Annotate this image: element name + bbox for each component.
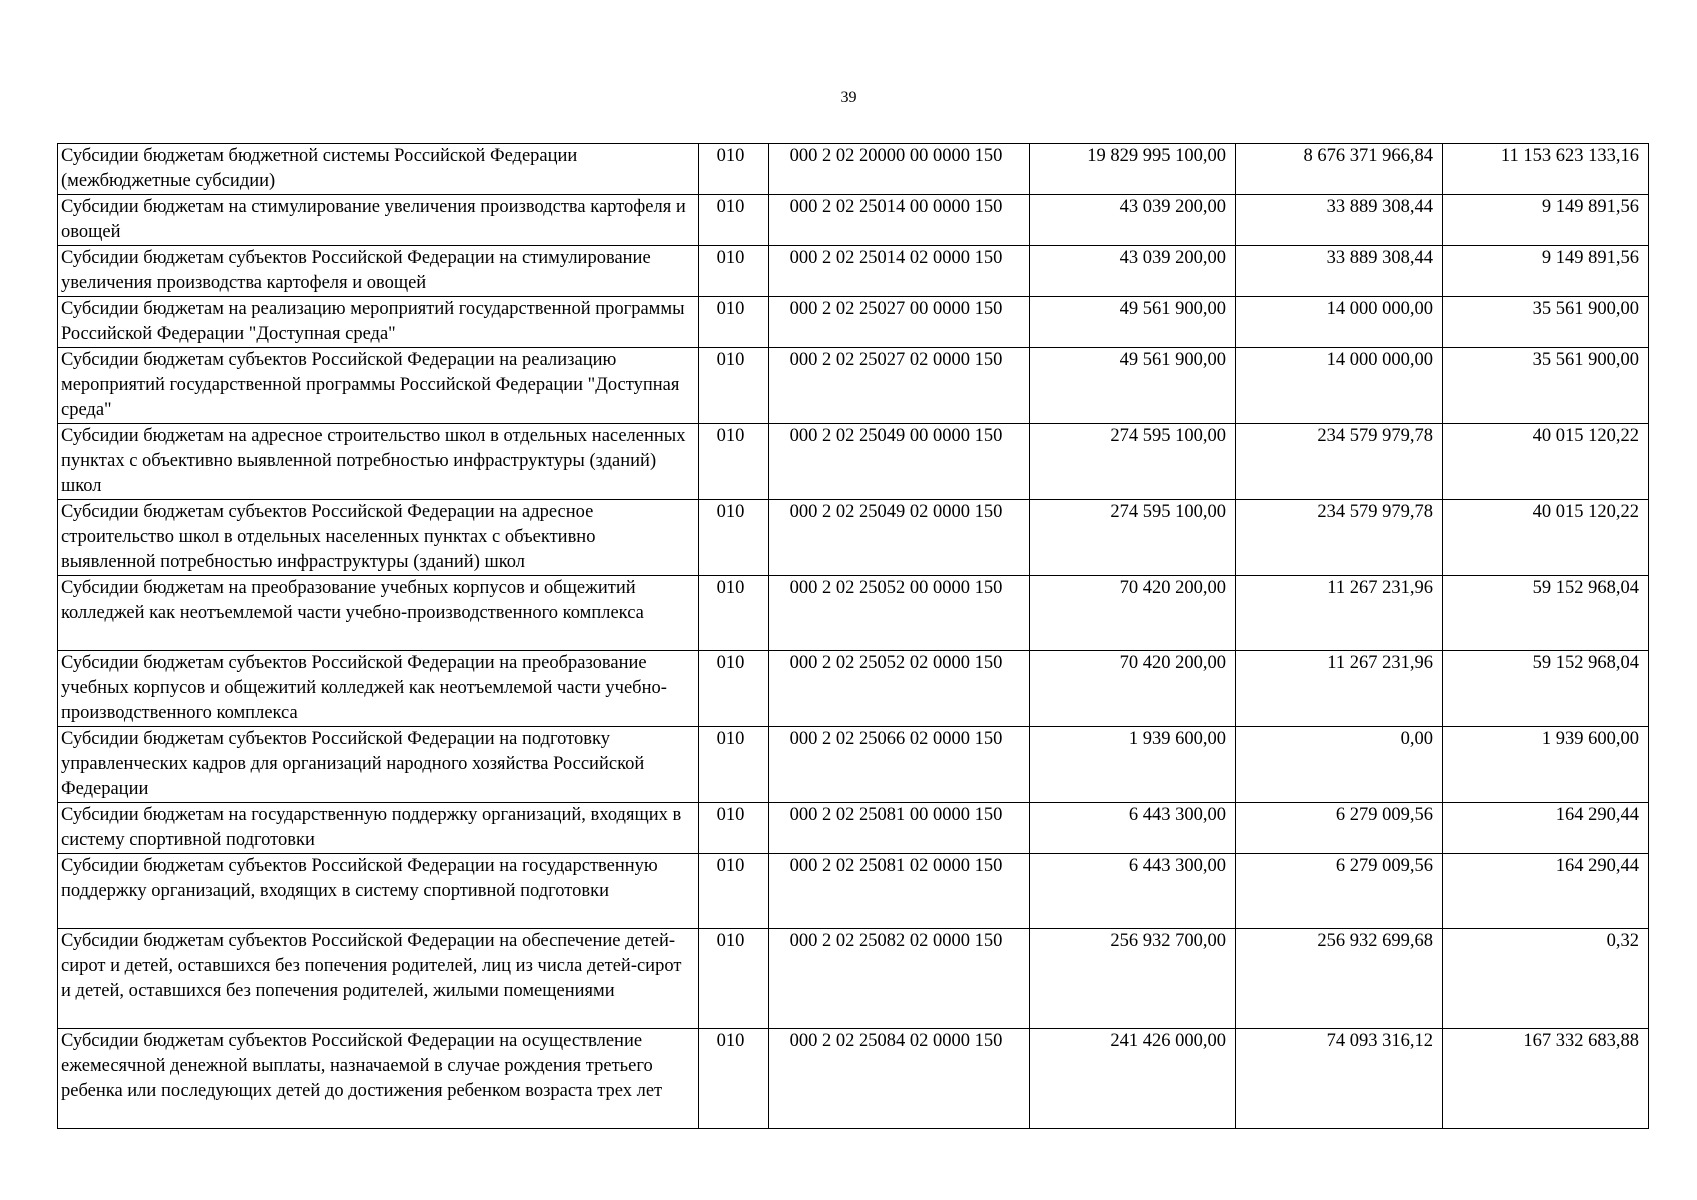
row-line-code-cell: 010 [699,1029,769,1129]
row-name-cell: Субсидии бюджетам субъектов Российской Федерации на адресное строительство школ в отдельных населенных пунктах с объективно выявленной потребностью инфраструктуры (зданий) школ [58,500,699,576]
row-approved-amount-cell: 49 561 900,00 [1030,297,1236,348]
row-line-code-cell: 010 [699,500,769,576]
table-row [58,297,1649,348]
row-unexecuted-amount-cell: 167 332 683,88 [1443,1029,1649,1129]
row-unexecuted-amount-cell: 11 153 623 133,16 [1443,144,1649,195]
row-approved-amount-cell: 70 420 200,00 [1030,576,1236,651]
row-line-code-cell: 010 [699,651,769,727]
row-budget-code-cell: 000 2 02 25049 02 0000 150 [769,500,1030,576]
row-executed-amount-cell: 33 889 308,44 [1236,246,1443,297]
row-approved-amount-cell: 49 561 900,00 [1030,348,1236,424]
row-unexecuted-amount-cell: 59 152 968,04 [1443,576,1649,651]
row-unexecuted-amount-cell: 164 290,44 [1443,854,1649,929]
row-budget-code-cell: 000 2 02 25049 00 0000 150 [769,424,1030,500]
table-row [58,246,1649,297]
row-name-cell: Субсидии бюджетам на реализацию мероприятий государственной программы Российской Федерации "Доступная среда" [58,297,699,348]
row-approved-amount-cell: 6 443 300,00 [1030,854,1236,929]
row-name-cell: Субсидии бюджетам субъектов Российской Федерации на стимулирование увеличения производства картофеля и овощей [58,246,699,297]
row-budget-code-cell: 000 2 02 25084 02 0000 150 [769,1029,1030,1129]
row-budget-code-cell: 000 2 02 25066 02 0000 150 [769,727,1030,803]
row-approved-amount-cell: 1 939 600,00 [1030,727,1236,803]
row-line-code-cell: 010 [699,424,769,500]
table-row [58,195,1649,246]
row-unexecuted-amount-cell: 35 561 900,00 [1443,348,1649,424]
row-executed-amount-cell: 6 279 009,56 [1236,803,1443,854]
row-executed-amount-cell: 6 279 009,56 [1236,854,1443,929]
row-executed-amount-cell: 234 579 979,78 [1236,424,1443,500]
table-row [58,348,1649,424]
row-approved-amount-cell: 6 443 300,00 [1030,803,1236,854]
row-executed-amount-cell: 14 000 000,00 [1236,348,1443,424]
row-unexecuted-amount-cell: 164 290,44 [1443,803,1649,854]
row-line-code-cell: 010 [699,297,769,348]
row-name-cell: Субсидии бюджетам на преобразование учебных корпусов и общежитий колледжей как неотъемлемой части учебно-производственного комплекса [58,576,699,651]
row-executed-amount-cell: 33 889 308,44 [1236,195,1443,246]
row-line-code-cell: 010 [699,144,769,195]
row-executed-amount-cell: 8 676 371 966,84 [1236,144,1443,195]
row-unexecuted-amount-cell: 40 015 120,22 [1443,500,1649,576]
table-row [58,929,1649,1029]
row-budget-code-cell: 000 2 02 25027 02 0000 150 [769,348,1030,424]
row-name-cell: Субсидии бюджетам субъектов Российской Федерации на государственную поддержку организаций, входящих в систему спортивной подготовки [58,854,699,929]
row-budget-code-cell: 000 2 02 25052 02 0000 150 [769,651,1030,727]
row-name-cell: Субсидии бюджетам на государственную поддержку организаций, входящих в систему спортивной подготовки [58,803,699,854]
row-approved-amount-cell: 70 420 200,00 [1030,651,1236,727]
row-unexecuted-amount-cell: 59 152 968,04 [1443,651,1649,727]
table-row [58,1029,1649,1129]
row-budget-code-cell: 000 2 02 25052 00 0000 150 [769,576,1030,651]
row-approved-amount-cell: 256 932 700,00 [1030,929,1236,1029]
row-budget-code-cell: 000 2 02 25081 00 0000 150 [769,803,1030,854]
table-row [58,651,1649,727]
row-name-cell: Субсидии бюджетам субъектов Российской Федерации на обеспечение детей-сирот и детей, оставшихся без попечения родителей, лиц из числа детей-сирот и детей, оставшихся без попечения родителей, жилыми помещениями [58,929,699,1029]
table-row [58,576,1649,651]
row-approved-amount-cell: 43 039 200,00 [1030,195,1236,246]
table-row [58,727,1649,803]
row-unexecuted-amount-cell: 9 149 891,56 [1443,195,1649,246]
row-unexecuted-amount-cell: 40 015 120,22 [1443,424,1649,500]
row-line-code-cell: 010 [699,854,769,929]
budget-table [57,143,1649,1129]
row-approved-amount-cell: 43 039 200,00 [1030,246,1236,297]
row-budget-code-cell: 000 2 02 25081 02 0000 150 [769,854,1030,929]
row-executed-amount-cell: 256 932 699,68 [1236,929,1443,1029]
row-budget-code-cell: 000 2 02 25014 02 0000 150 [769,246,1030,297]
table-row [58,854,1649,929]
row-name-cell: Субсидии бюджетам на стимулирование увеличения производства картофеля и овощей [58,195,699,246]
row-approved-amount-cell: 274 595 100,00 [1030,500,1236,576]
row-name-cell: Субсидии бюджетам субъектов Российской Федерации на подготовку управленческих кадров для организаций народного хозяйства Российской Федерации [58,727,699,803]
row-unexecuted-amount-cell: 1 939 600,00 [1443,727,1649,803]
row-executed-amount-cell: 234 579 979,78 [1236,500,1443,576]
row-unexecuted-amount-cell: 9 149 891,56 [1443,246,1649,297]
row-line-code-cell: 010 [699,727,769,803]
page-number: 39 [840,89,857,106]
row-approved-amount-cell: 241 426 000,00 [1030,1029,1236,1129]
row-budget-code-cell: 000 2 02 25082 02 0000 150 [769,929,1030,1029]
row-executed-amount-cell: 74 093 316,12 [1236,1029,1443,1129]
row-approved-amount-cell: 19 829 995 100,00 [1030,144,1236,195]
budget-table-body [58,144,1649,1129]
row-executed-amount-cell: 0,00 [1236,727,1443,803]
row-name-cell: Субсидии бюджетам бюджетной системы Российской Федерации (межбюджетные субсидии) [58,144,699,195]
row-line-code-cell: 010 [699,929,769,1029]
table-row [58,803,1649,854]
table-row [58,424,1649,500]
table-row [58,500,1649,576]
row-name-cell: Субсидии бюджетам на адресное строительство школ в отдельных населенных пунктах с объективно выявленной потребностью инфраструктуры (зданий) школ [58,424,699,500]
row-approved-amount-cell: 274 595 100,00 [1030,424,1236,500]
row-name-cell: Субсидии бюджетам субъектов Российской Федерации на преобразование учебных корпусов и общежитий колледжей как неотъемлемой части учебно-производственного комплекса [58,651,699,727]
row-unexecuted-amount-cell: 0,32 [1443,929,1649,1029]
row-executed-amount-cell: 11 267 231,96 [1236,651,1443,727]
row-executed-amount-cell: 14 000 000,00 [1236,297,1443,348]
row-line-code-cell: 010 [699,246,769,297]
row-line-code-cell: 010 [699,348,769,424]
row-budget-code-cell: 000 2 02 25027 00 0000 150 [769,297,1030,348]
row-executed-amount-cell: 11 267 231,96 [1236,576,1443,651]
row-name-cell: Субсидии бюджетам субъектов Российской Федерации на реализацию мероприятий государственной программы Российской Федерации "Доступная среда" [58,348,699,424]
row-budget-code-cell: 000 2 02 25014 00 0000 150 [769,195,1030,246]
row-name-cell: Субсидии бюджетам субъектов Российской Федерации на осуществление ежемесячной денежной выплаты, назначаемой в случае рождения третьего ребенка или последующих детей до достижения ребенком возраста трех лет [58,1029,699,1129]
row-line-code-cell: 010 [699,195,769,246]
row-line-code-cell: 010 [699,576,769,651]
row-budget-code-cell: 000 2 02 20000 00 0000 150 [769,144,1030,195]
row-unexecuted-amount-cell: 35 561 900,00 [1443,297,1649,348]
row-line-code-cell: 010 [699,803,769,854]
table-row [58,144,1649,195]
